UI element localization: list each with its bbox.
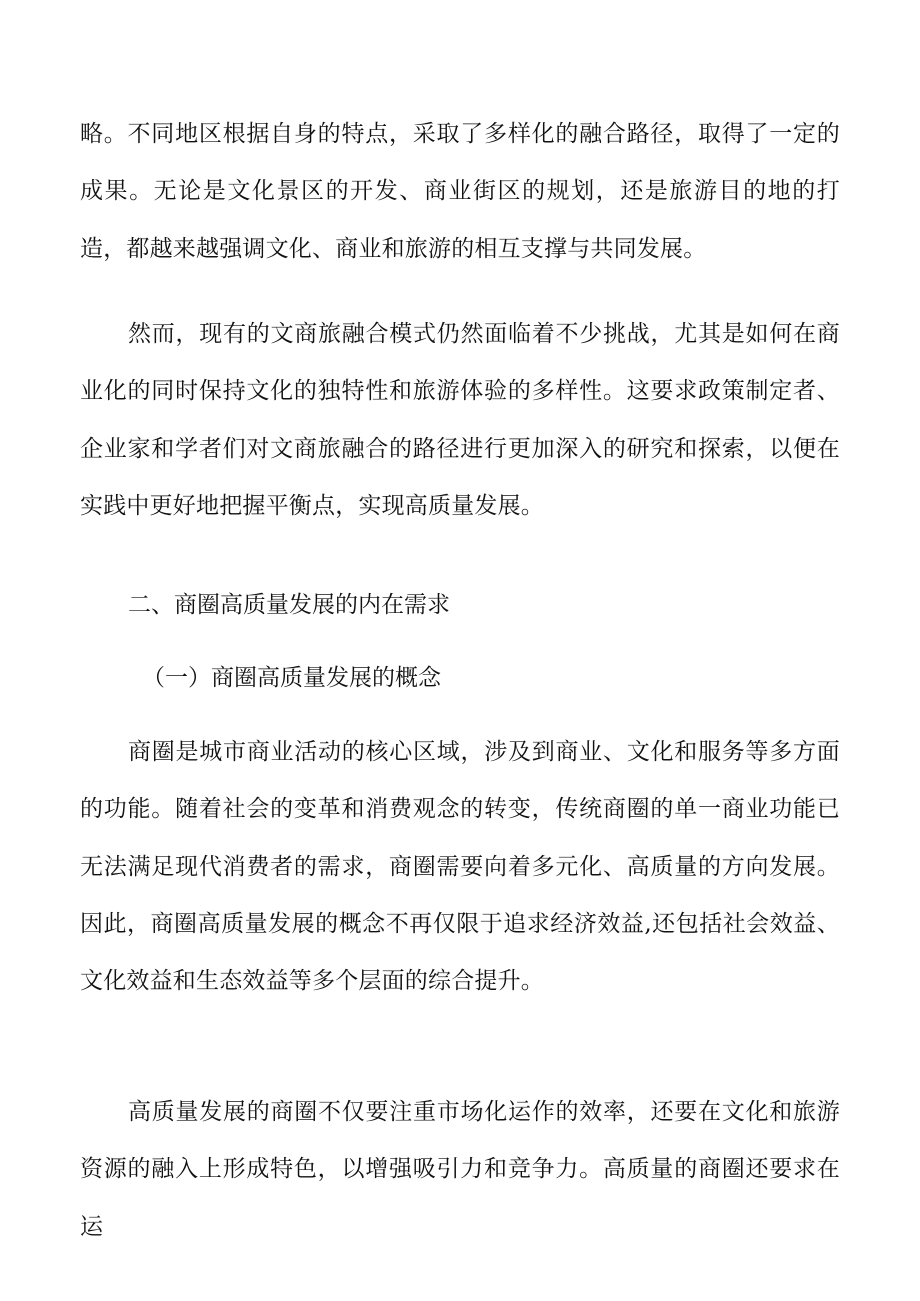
subsection-heading: （一）商圈高质量发展的概念 <box>142 665 441 691</box>
paragraph-continuation: 略。不同地区根据自身的特点，采取了多样化的融合路径，取得了一定的成果。无论是文化景区的开发、商业街区的规划，还是旅游目的地的打造，都越来越强调文化、商业和旅游的相互支撑与共同发展。 <box>80 121 840 262</box>
paragraph-high-quality: 高质量发展的商圈不仅要注重市场化运作的效率，还要在文化和旅游资源的融入上形成特色，以增强吸引力和竞争力。高质量的商圈还要求在运 <box>80 1099 840 1240</box>
paragraph-challenges: 然而，现有的文商旅融合模式仍然面临着不少挑战，尤其是如何在商业化的同时保持文化的独特性和旅游体验的多样性。这要求政策制定者、企业家和学者们对文商旅融合的路径进行更加深入的研究和探索，以便在实践中更好地把握平衡点，实现高质量发展。 <box>80 321 840 519</box>
paragraph-concept: 商圈是城市商业活动的核心区域，涉及到商业、文化和服务等多方面的功能。随着社会的变革和消费观念的转变，传统商圈的单一商业功能已无法满足现代消费者的需求，商圈需要向着多元化、高质量的方向发展。因此，商圈高质量发展的概念不再仅限于追求经济效益,还包括社会效益、文化效益和生态效益等多个层面的综合提升。 <box>80 739 840 995</box>
section-heading: 二、商圈高质量发展的内在需求 <box>128 592 450 618</box>
